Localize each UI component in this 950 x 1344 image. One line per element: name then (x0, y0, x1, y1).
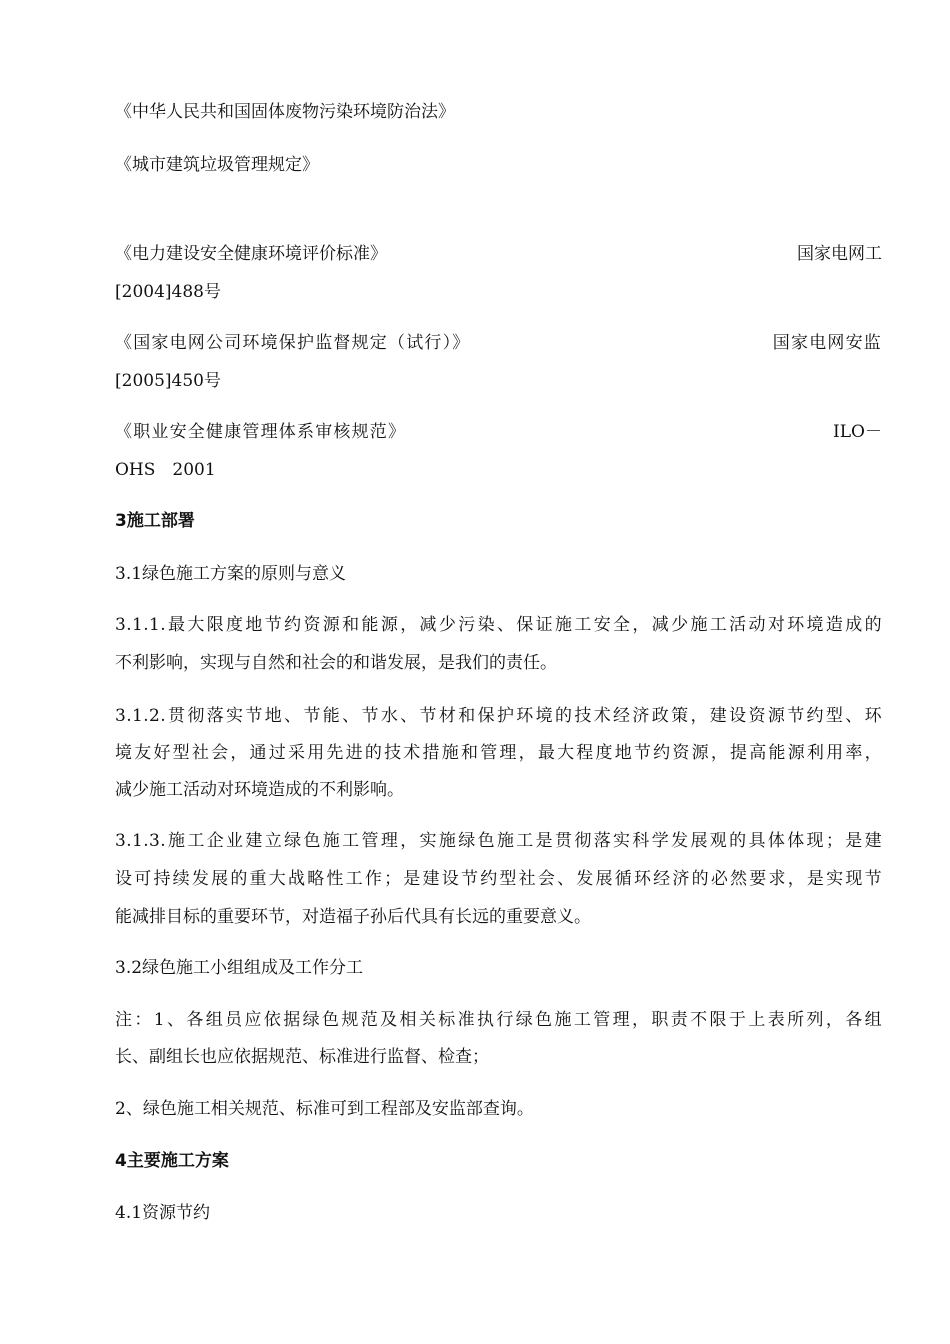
paragraph-3-1-1-line: 3.1.1.最大限度地节约资源和能源，减少污染、保证施工安全，减少施工活动对环境造成的 (115, 615, 882, 635)
reference-power-safety-title: 《电力建设安全健康环境评价标准》 (115, 244, 387, 264)
paragraph-3-1-3-line: 设可持续发展的重大战略性工作；是建设节约型社会、发展循环经济的必然要求，是实现节 (115, 869, 882, 889)
paragraph-3-1-1-line: 不利影响，实现与自然和社会的和谐发展，是我们的责任。 (115, 653, 557, 673)
reference-ohs-title: 《职业安全健康管理体系审核规范》 (115, 422, 407, 442)
reference-ohs-code-b: OHS 2001 (115, 460, 216, 480)
note-line: 注：1、各组员应依据绿色规范及相关标准执行绿色施工管理，职责不限于上表所列，各组 (115, 1010, 882, 1030)
paragraph-3-1-2-line: 境友好型社会，通过采用先进的技术措施和管理，最大程度地节约资源，提高能源利用率， (115, 743, 882, 763)
section-4-1-heading: 4.1资源节约 (115, 1203, 211, 1223)
paragraph-3-1-2-line: 减少施工活动对环境造成的不利影响。 (115, 780, 404, 800)
reference-power-safety-issuer: 国家电网工 (797, 244, 882, 264)
note-line: 长、副组长也应依据规范、标准进行监督、检查； (115, 1047, 489, 1067)
paragraph-3-1-3-line: 能减排目标的重要环节，对造福子孙后代具有长远的重要意义。 (115, 907, 591, 927)
section-4-heading: 4主要施工方案 (115, 1151, 229, 1171)
reference-ohs-code-a: ILO－ (833, 422, 882, 442)
reference-sgcc-env-issuer: 国家电网安监 (772, 333, 882, 353)
reference-power-safety-number: [2004]488号 (115, 282, 221, 302)
section-3-2-heading: 3.2绿色施工小组组成及工作分工 (115, 958, 364, 978)
note-2: 2、绿色施工相关规范、标准可到工程部及安监部查询。 (115, 1099, 534, 1119)
section-3-1-heading: 3.1绿色施工方案的原则与意义 (115, 564, 347, 584)
reference-law-solid-waste: 《中华人民共和国固体废物污染环境防治法》 (115, 102, 455, 122)
reference-urban-waste-rule: 《城市建筑垃圾管理规定》 (115, 155, 319, 175)
paragraph-3-1-2-line: 3.1.2.贯彻落实节地、节能、节水、节材和保护环境的技术经济政策，建设资源节约型、环 (115, 706, 882, 726)
reference-sgcc-env-number: [2005]450号 (115, 371, 221, 391)
reference-sgcc-env-title: 《国家电网公司环境保护监督规定（试行）》 (115, 333, 471, 353)
section-3-heading: 3施工部署 (115, 511, 195, 531)
paragraph-3-1-3-line: 3.1.3.施工企业建立绿色施工管理，实施绿色施工是贯彻落实科学发展观的具体体现；是建 (115, 831, 882, 851)
